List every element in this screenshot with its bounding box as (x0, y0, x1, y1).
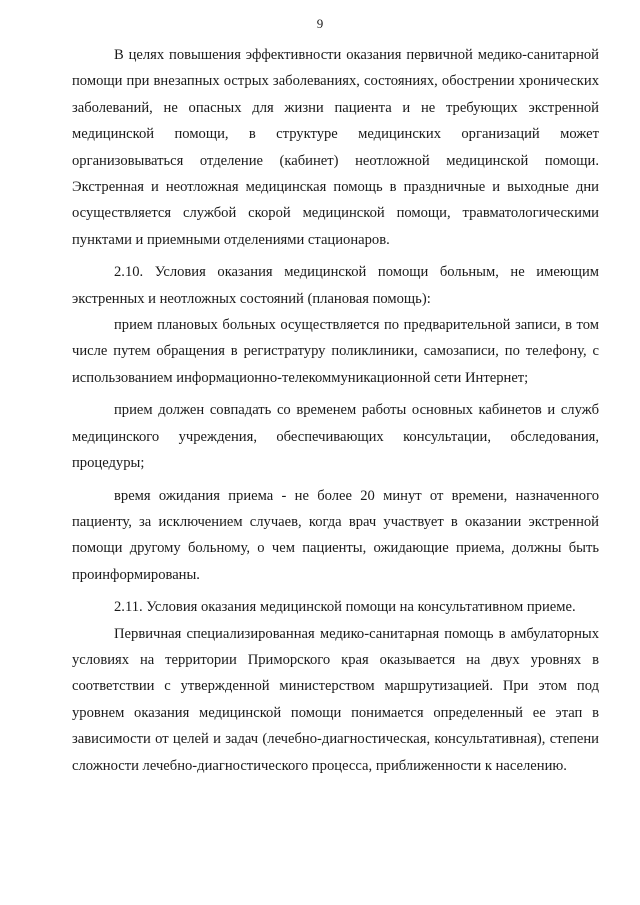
paragraph-waiting-time: время ожидания приема - не более 20 минут от времени, назначенного пациенту, за исключением случаев, когда врач участвует в оказании экстренной помощи другому больному, о чем пациенты, ожидающие приема, должны быть проинформированы. (72, 487, 599, 583)
paragraph-appointment-schedule: прием должен совпадать со временем работы основных кабинетов и служб медицинского учреждения, обеспечивающих консультации, обследования, процедуры; (72, 402, 599, 472)
paragraph-section-2-10-heading: 2.10. Условия оказания медицинской помощи больным, не имеющим экстренных и неотложных состояний (плановая помощь): (72, 264, 599, 307)
paragraph-emergency-care: В целях повышения эффективности оказания первичной медико-санитарной помощи при внезапных острых заболеваниях, состояниях, обострении хронических заболеваний, не опасных для жизни пациента и не требующих экстренной медицинской помощи, в структуре медицинских организаций может организовываться отделение (кабинет) неотложной медицинской помощи. Экстренная и неотложная медицинская помощь в праздничные и выходные дни осуществляется службой скорой медицинской помощи, травматологическими пунктами и приемными отделениями стационаров. (72, 47, 599, 248)
page-number: 9 (316, 16, 324, 31)
document-body (72, 42, 599, 779)
paragraph-section-2-11-heading: 2.11. Условия оказания медицинской помощи на консультативном приеме. (114, 599, 576, 616)
paragraph-specialized-care-levels: Первичная специализированная медико-санитарная помощь в амбулаторных условиях на территории Приморского края оказывается на двух уровнях в соответствии с утвержденной министерством маршрутизацией. При этом под уровнем оказания медицинской помощи понимается определенный ее этап в зависимости от целей и задач (лечебно-диагностическая, консультативная), степени сложности лечебно-диагностического процесса, приближенности к населению. (72, 625, 599, 774)
paragraph-planned-appointment: прием плановых больных осуществляется по предварительной записи, в том числе путем обращения в регистратуру поликлиники, самозаписи, по телефону, с использованием информационно-телекоммуникационной сети Интернет; (72, 317, 599, 386)
